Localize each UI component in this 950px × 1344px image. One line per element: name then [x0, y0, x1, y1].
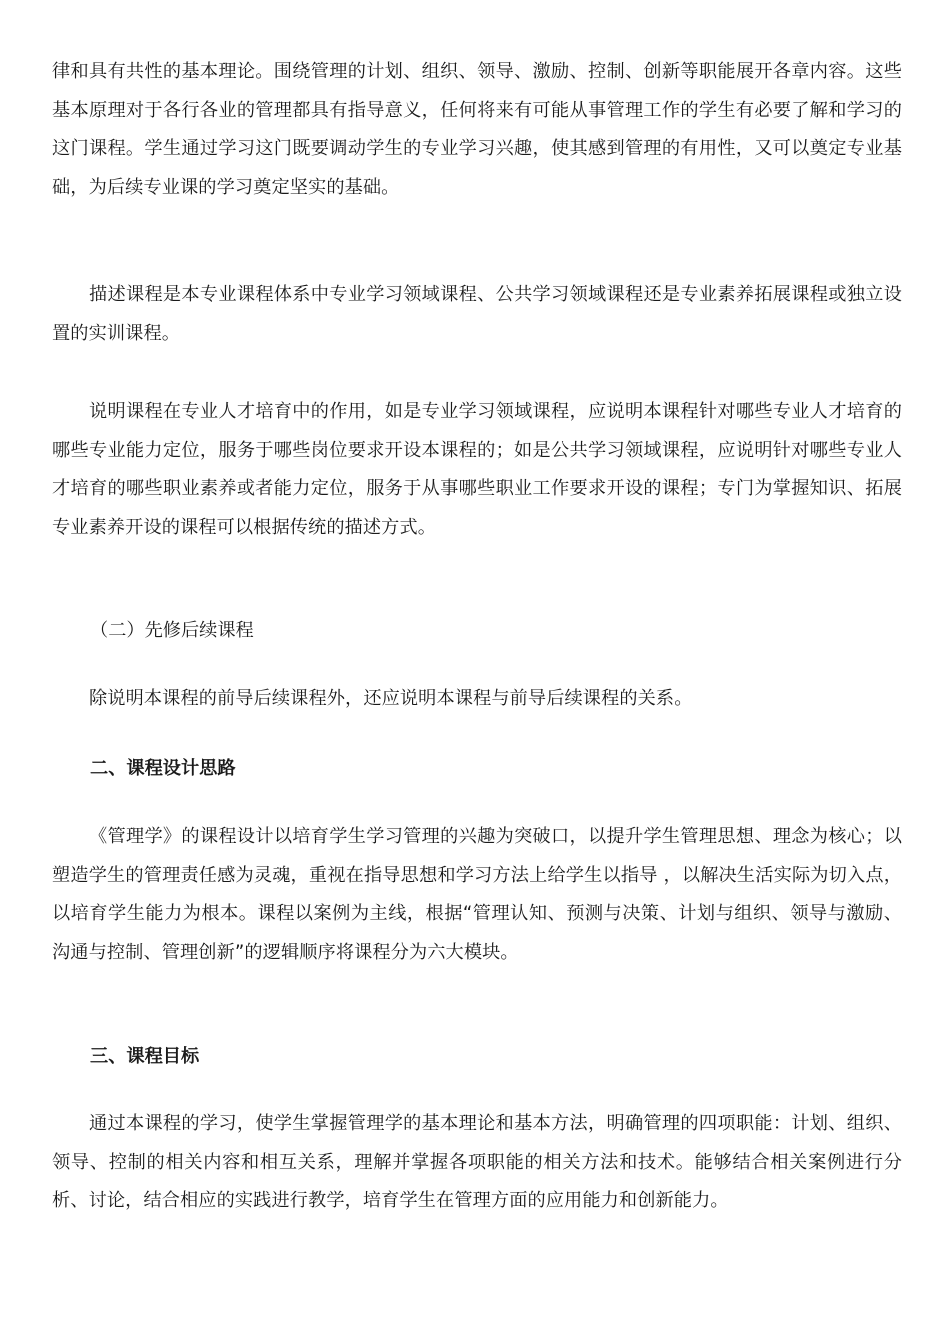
- paragraph-prerequisites: 除说明本课程的前导后续课程外，还应说明本课程与前导后续课程的关系。: [89, 688, 693, 709]
- section-heading-goals: 三、课程目标: [90, 1046, 200, 1067]
- subsection-heading-prerequisites: （二）先修后续课程: [90, 620, 254, 641]
- paragraph-course-role: 说明课程在专业人才培育中的作用，如是专业学习领域课程，应说明本课程针对哪些专业人才培育的哪些专业能力定位，服务于哪些岗位要求开设本课程的；如是公共学习领域课程，应说明针对哪些专业人才培育的哪些职业素养或者能力定位，服务于从事哪些职业工作要求开设的课程；专门为掌握知识、拓展专业素养开设的课程可以根据传统的描述方式。: [52, 401, 902, 539]
- section-heading-design: 二、课程设计思路: [90, 758, 236, 779]
- paragraph-design: 《管理学》的课程设计以培育学生学习管理的兴趣为突破口，以提升学生管理思想、理念为核心；以塑造学生的管理责任感为灵魂，重视在指导思想和学习方法上给学生以指导 ，以解决生活实际为切入点，以培育学生能力为根本。课程以案例为主线，根据“管理认知、预测与决策、计划与组织、领导与激励、沟通与控制、管理创新”的逻辑顺序将课程分为六大模块。: [52, 826, 902, 964]
- paragraph-course-description: 描述课程是本专业课程体系中专业学习领域课程、公共学习领域课程还是专业素养拓展课程或独立设置的实训课程。: [52, 284, 902, 344]
- paragraph-intro: 律和具有共性的基本理论。围绕管理的计划、组织、领导、激励、控制、创新等职能展开各章内容。这些基本原理对于各行各业的管理都具有指导意义，任何将来有可能从事管理工作的学生有必要了解和学习的这门课程。学生通过学习这门既要调动学生的专业学习兴趣，使其感到管理的有用性，又可以奠定专业基础，为后续专业课的学习奠定坚实的基础。: [52, 61, 902, 199]
- paragraph-goals: 通过本课程的学习，使学生掌握管理学的基本理论和基本方法，明确管理的四项职能：计划、组织、领导、控制的相关内容和相互关系，理解并掌握各项职能的相关方法和技术。能够结合相关案例进行分析、讨论，结合相应的实践进行教学，培育学生在管理方面的应用能力和创新能力。: [52, 1113, 902, 1212]
